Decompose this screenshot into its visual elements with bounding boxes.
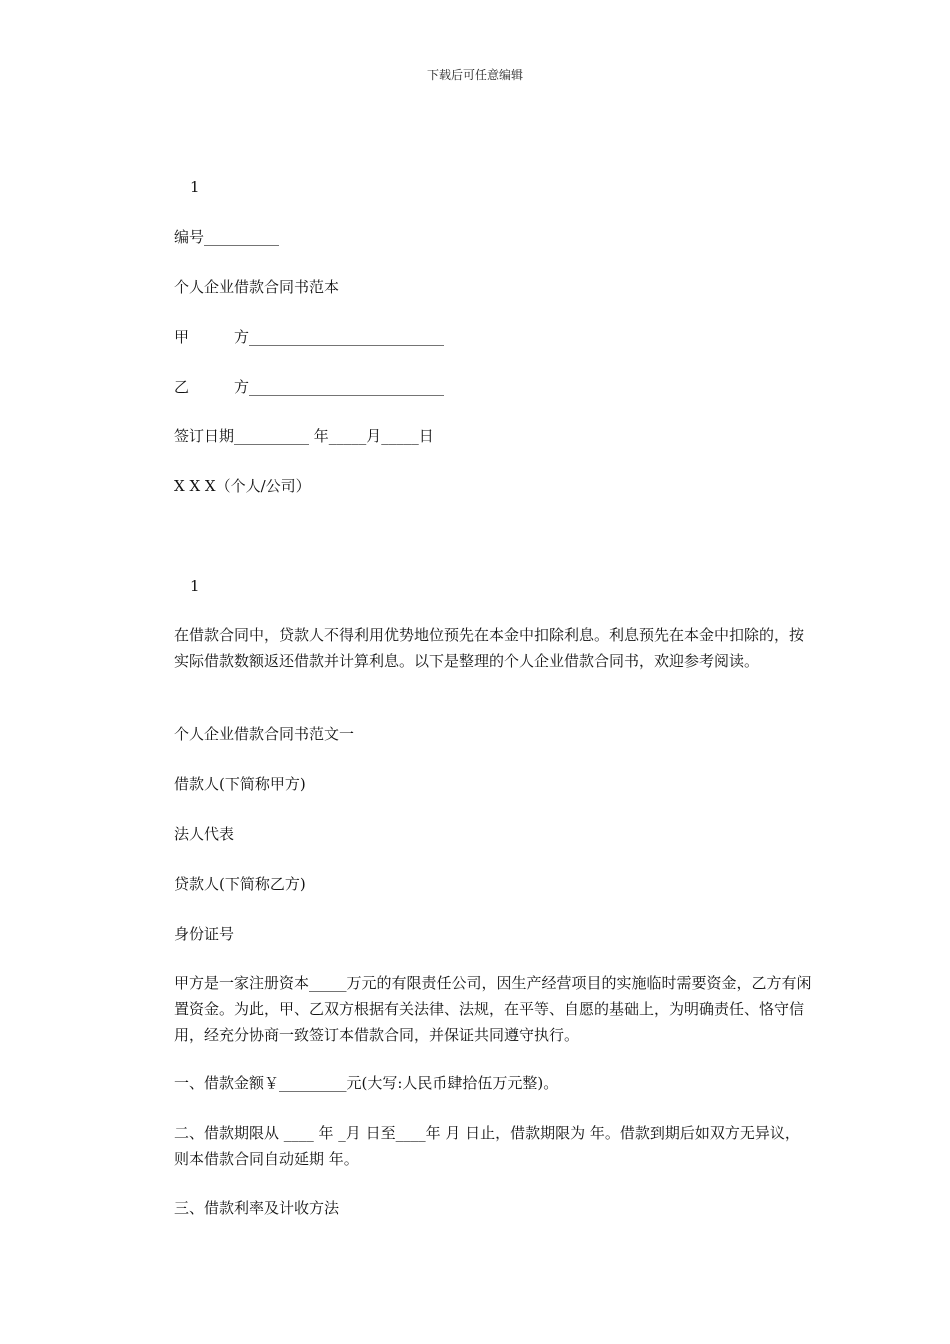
party-b-label: 乙 <box>174 378 190 396</box>
body-page-number: 1 <box>190 577 200 595</box>
preamble-paragraph: 甲方是一家注册资本_____万元的有限责任公司，因生产经营项目的实施临时需要资金，乙方有闲置资金。为此，甲、乙双方根据有关法律、法规，在平等、自愿的基础上，为明确责任、恪守信用，经充分协商一致签订本借款合同，并保证共同遵守执行。 <box>174 974 812 1044</box>
intro-paragraph: 在借款合同中，贷款人不得利用优势地位预先在本金中扣除利息。利息预先在本金中扣除的，按实际借款数额返还借款并计算利息。以下是整理的个人企业借款合同书，欢迎参考阅读。 <box>174 626 805 670</box>
sample-title: 个人企业借款合同书范文一 <box>174 725 355 743</box>
serial-number-field: 编号__________ <box>174 228 280 246</box>
legal-rep-line: 法人代表 <box>174 825 235 843</box>
sign-date-field: 签订日期__________ 年_____月_____日 <box>174 427 434 445</box>
lender-line: 贷款人(下简称乙方) <box>174 875 306 893</box>
party-a-blank: 方__________________________ <box>234 328 445 346</box>
clause-3: 三、借款利率及计收方法 <box>174 1199 340 1217</box>
issuer-line: X X X（个人/公司） <box>174 477 311 495</box>
header-note: 下载后可任意编辑 <box>426 68 523 82</box>
borrower-line: 借款人(下简称甲方) <box>174 775 306 793</box>
cover-title: 个人企业借款合同书范本 <box>174 278 340 296</box>
clause-2: 二、借款期限从 ____ 年 _月 日至____年 月 日止，借款期限为 年。借款到期后如双方无异议，则本借款合同自动延期 年。 <box>174 1124 800 1168</box>
cover-page-number: 1 <box>190 178 200 196</box>
id-number-line: 身份证号 <box>174 925 235 943</box>
party-b-field <box>174 374 444 400</box>
party-b-blank: 方__________________________ <box>234 378 445 396</box>
party-a-field <box>174 324 444 350</box>
party-a-label: 甲 <box>174 328 190 346</box>
clause-1: 一、借款金额￥_________元(大写:人民币肆拾伍万元整)。 <box>174 1074 559 1092</box>
